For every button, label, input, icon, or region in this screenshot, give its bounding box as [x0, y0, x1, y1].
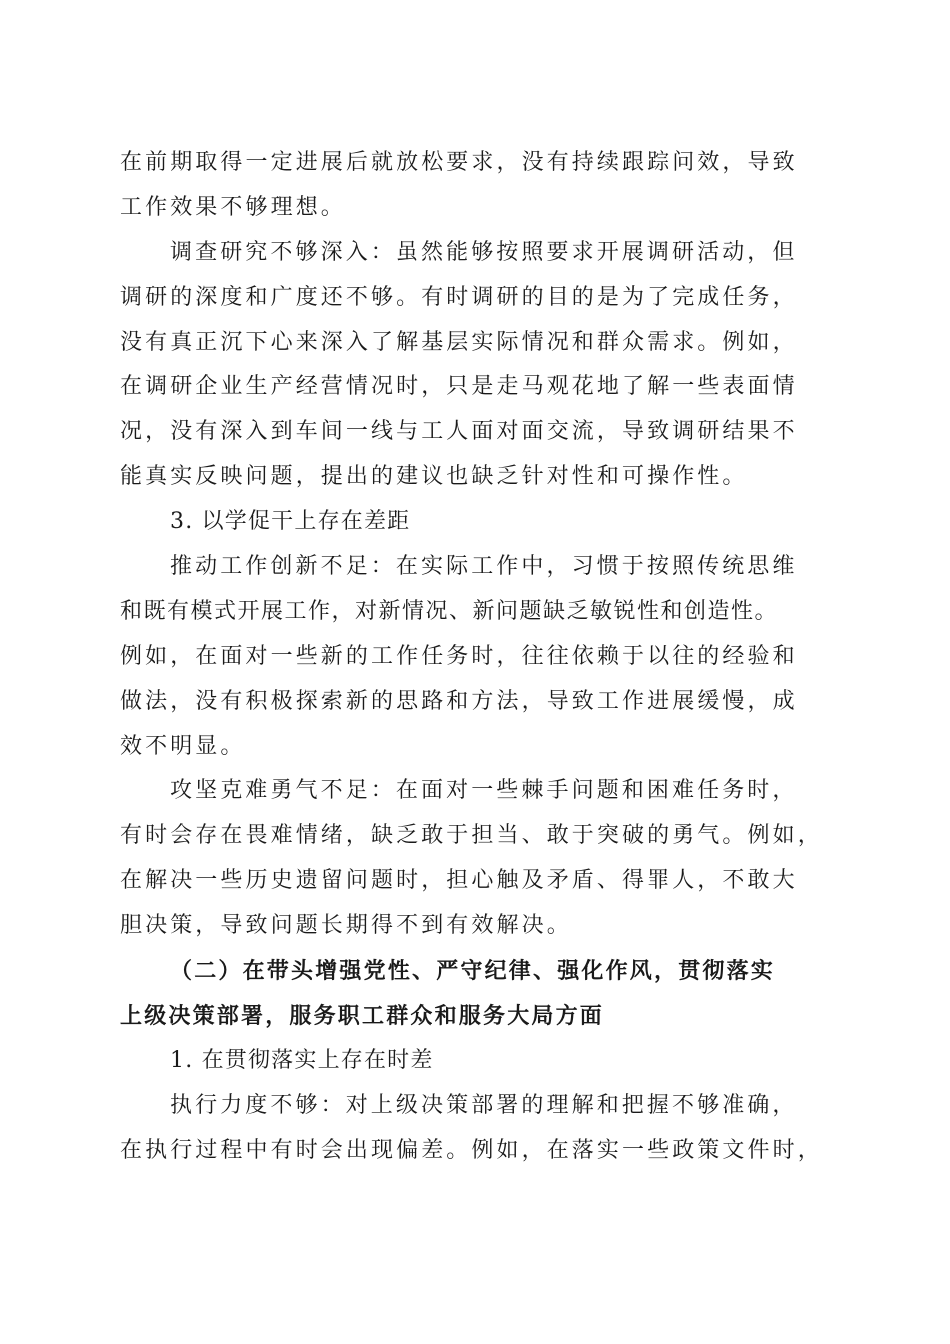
paragraph-line: 在解决一些历史遗留问题时，担心触及矛盾、得罪人，不敢大 — [120, 868, 798, 894]
paragraph-line: 况，没有深入到车间一线与工人面对面交流，导致调研结果不 — [120, 419, 798, 445]
section-heading-2: （二）在带头增强党性、严守纪律、强化作风，贯彻落实 — [170, 958, 776, 985]
paragraph-line: 效不明显。 — [120, 733, 246, 759]
section-heading-3: 1. 在贯彻落实上存在时差 — [170, 1047, 434, 1073]
paragraph-line: 推动工作创新不足：在实际工作中，习惯于按照传统思维 — [170, 554, 798, 580]
paragraph-line: 在调研企业生产经营情况时，只是走马观花地了解一些表面情 — [120, 374, 798, 400]
paragraph-line: 有时会存在畏难情绪，缺乏敢于担当、敢于突破的勇气。例如， — [120, 823, 823, 849]
paragraph-line: 执行力度不够：对上级决策部署的理解和把握不够准确， — [170, 1092, 798, 1118]
paragraph-line: 在执行过程中有时会出现偏差。例如，在落实一些政策文件时， — [120, 1137, 823, 1163]
paragraph-line: 工作效果不够理想。 — [120, 194, 346, 220]
paragraph-line: 和既有模式开展工作，对新情况、新问题缺乏敏锐性和创造性。 — [120, 598, 779, 624]
paragraph-line: 能真实反映问题，提出的建议也缺乏针对性和可操作性。 — [120, 464, 748, 490]
paragraph-line: 胆决策，导致问题长期得不到有效解决。 — [120, 913, 572, 939]
paragraph-line: 在前期取得一定进展后就放松要求，没有持续跟踪问效，导致 — [120, 150, 798, 175]
paragraph-line: 做法，没有积极探索新的思路和方法，导致工作进展缓慢，成 — [120, 688, 798, 714]
document-body — [0, 141, 950, 1173]
paragraph-line: 例如，在面对一些新的工作任务时，往往依赖于以往的经验和 — [120, 643, 798, 669]
paragraph-line: 没有真正沉下心来深入了解基层实际情况和群众需求。例如， — [120, 329, 798, 355]
section-heading-2-cont: 上级决策部署，服务职工群众和服务大局方面 — [120, 1002, 605, 1029]
paragraph-line: 攻坚克难勇气不足：在面对一些棘手问题和困难任务时， — [170, 778, 798, 804]
paragraph-line: 调查研究不够深入：虽然能够按照要求开展调研活动，但 — [170, 239, 798, 265]
section-heading-3: 3. 以学促干上存在差距 — [170, 509, 411, 535]
paragraph-line: 调研的深度和广度还不够。有时调研的目的是为了完成任务， — [120, 284, 798, 310]
